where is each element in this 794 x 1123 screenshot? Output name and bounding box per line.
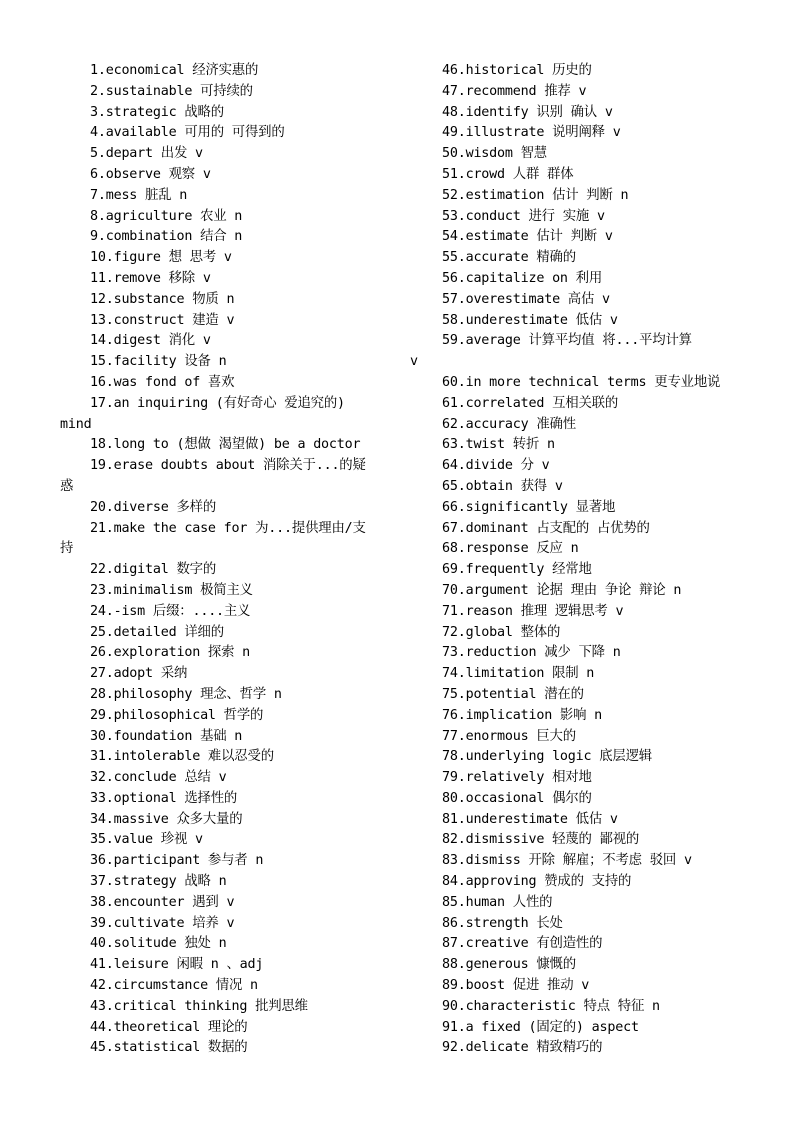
vocab-item: 24.-ism 后缀：....主义 bbox=[90, 603, 251, 619]
vocab-item: 18.long to (想做 渴望做) be a doctor bbox=[90, 437, 361, 453]
vocab-item: 92.delicate 精致精巧的 bbox=[442, 1040, 603, 1056]
vocab-item: 66.significantly 显著地 bbox=[442, 499, 616, 515]
vocab-item: 14.digest 消化 v bbox=[90, 333, 211, 349]
vocab-item: 40.solitude 独处 n bbox=[90, 936, 227, 952]
vocab-item: 86.strength 长处 bbox=[442, 915, 563, 931]
vocab-item: 12.substance 物质 n bbox=[90, 291, 235, 307]
vocab-item: 4.available 可用的 可得到的 bbox=[90, 125, 285, 141]
vocab-item: 10.figure 想 思考 v bbox=[90, 250, 232, 266]
vocab-item: 41.leisure 闲暇 n 、adj bbox=[90, 957, 264, 973]
vocab-item: 59.average 计算平均值 将...平均计算 bbox=[442, 333, 692, 349]
vocab-item: 1.economical 经济实惠的 bbox=[90, 63, 259, 78]
vocab-item: 79.relatively 相对地 bbox=[442, 770, 592, 786]
vocab-item: 88.generous 慷慨的 bbox=[442, 957, 576, 973]
vocab-item: 69.frequently 经常地 bbox=[442, 562, 592, 578]
vocab-item: 19.erase doubts about 消除关于...的疑 bbox=[90, 458, 366, 474]
vocab-item: 33.optional 选择性的 bbox=[90, 790, 238, 806]
vocab-item: 27.adopt 采纳 bbox=[90, 666, 188, 682]
vocab-item: 70.argument 论据 理由 争论 辩论 n bbox=[442, 582, 682, 598]
vocab-item: 3.strategic 战略的 bbox=[90, 104, 224, 120]
vocab-item: 42.circumstance 情况 n bbox=[90, 978, 258, 994]
vocab-item: 51.crowd 人群 群体 bbox=[442, 166, 574, 182]
vocab-item: 8.agriculture 农业 n bbox=[90, 208, 243, 224]
vocab-item: 53.conduct 进行 实施 v bbox=[442, 208, 605, 224]
vocab-item: 68.response 反应 n bbox=[442, 541, 579, 557]
vocab-item: 35.value 珍视 v bbox=[90, 832, 203, 848]
vocab-item: 58.underestimate 低估 v bbox=[442, 312, 618, 328]
vocab-item: 23.minimalism 极简主义 bbox=[90, 582, 253, 598]
vocab-item-continuation: 惑 bbox=[60, 478, 74, 494]
vocab-item: 49.illustrate 说明阐释 v bbox=[442, 125, 621, 141]
vocab-item: 32.conclude 总结 v bbox=[90, 770, 227, 786]
vocab-item: 20.diverse 多样的 bbox=[90, 499, 217, 515]
left-column bbox=[60, 61, 390, 1059]
vocab-item: 47.recommend 推荐 v bbox=[442, 83, 587, 99]
vocab-item: 56.capitalize on 利用 bbox=[442, 270, 603, 286]
vocab-item: 60.in more technical terms 更专业地说 bbox=[442, 374, 721, 390]
vocab-item: 71.reason 推理 逻辑思考 v bbox=[442, 603, 624, 619]
vocab-item: 26.exploration 探索 n bbox=[90, 645, 251, 661]
vocab-item: 77.enormous 巨大的 bbox=[442, 728, 576, 744]
vocab-item: 67.dominant 占支配的 占优势的 bbox=[442, 520, 650, 536]
vocab-item: 38.encounter 遇到 v bbox=[90, 894, 235, 910]
vocab-item: 9.combination 结合 n bbox=[90, 229, 243, 245]
vocab-item: 61.correlated 互相关联的 bbox=[442, 395, 619, 411]
vocab-item: 89.boost 促进 推动 v bbox=[442, 978, 590, 994]
right-column bbox=[410, 61, 750, 1059]
vocab-item: 17.an inquiring (有好奇心 爱追究的) bbox=[90, 395, 345, 411]
vocab-item: 11.remove 移除 v bbox=[90, 270, 211, 286]
vocab-item: 87.creative 有创造性的 bbox=[442, 936, 603, 952]
vocab-item: 55.accurate 精确的 bbox=[442, 250, 576, 266]
vocab-item-continuation: 持 bbox=[60, 541, 74, 557]
vocab-item: 29.philosophical 哲学的 bbox=[90, 707, 264, 723]
vocab-item: 90.characteristic 特点 特征 n bbox=[442, 998, 660, 1014]
vocab-item: 80.occasional 偶尔的 bbox=[442, 790, 592, 806]
vocab-item: 48.identify 识别 确认 v bbox=[442, 104, 613, 120]
vocab-item: 25.detailed 详细的 bbox=[90, 624, 224, 640]
vocab-item: 15.facility 设备 n bbox=[90, 354, 227, 370]
vocab-item: 62.accuracy 准确性 bbox=[442, 416, 576, 432]
vocab-item-continuation: v bbox=[410, 354, 418, 370]
vocab-item: 36.participant 参与者 n bbox=[90, 853, 264, 869]
vocab-item: 82.dismissive 轻蔑的 鄙视的 bbox=[442, 832, 640, 848]
vocab-item: 43.critical thinking 批判思维 bbox=[90, 998, 308, 1014]
vocab-item: 85.human 人性的 bbox=[442, 894, 553, 910]
vocab-item: 21.make the case for 为...提供理由/支 bbox=[90, 520, 366, 536]
vocab-item: 34.massive 众多大量的 bbox=[90, 811, 243, 827]
vocab-item: 74.limitation 限制 n bbox=[442, 666, 595, 682]
vocab-item: 50.wisdom 智慧 bbox=[442, 146, 547, 162]
vocab-item: 6.observe 观察 v bbox=[90, 166, 211, 182]
vocab-item: 39.cultivate 培养 v bbox=[90, 915, 235, 931]
vocab-item: 52.estimation 估计 判断 n bbox=[442, 187, 629, 203]
vocab-item-continuation: mind bbox=[60, 416, 92, 432]
vocab-item: 22.digital 数字的 bbox=[90, 562, 217, 578]
vocab-item: 5.depart 出发 v bbox=[90, 146, 203, 162]
vocab-item: 37.strategy 战略 n bbox=[90, 874, 227, 890]
vocab-item: 16.was fond of 喜欢 bbox=[90, 374, 235, 390]
vocab-item: 57.overestimate 高估 v bbox=[442, 291, 610, 307]
vocab-item: 46.historical 历史的 bbox=[442, 63, 592, 78]
vocab-item: 2.sustainable 可持续的 bbox=[90, 83, 253, 99]
vocab-item: 73.reduction 减少 下降 n bbox=[442, 645, 621, 661]
vocab-item: 44.theoretical 理论的 bbox=[90, 1019, 248, 1035]
vocab-item: 31.intolerable 难以忍受的 bbox=[90, 749, 274, 765]
vocab-item: 72.global 整体的 bbox=[442, 624, 561, 640]
vocab-item: 64.divide 分 v bbox=[442, 458, 550, 474]
vocab-item: 54.estimate 估计 判断 v bbox=[442, 229, 613, 245]
vocab-item: 63.twist 转折 n bbox=[442, 437, 555, 453]
vocab-item: 65.obtain 获得 v bbox=[442, 478, 563, 494]
vocab-item: 81.underestimate 低估 v bbox=[442, 811, 618, 827]
vocab-item: 75.potential 潜在的 bbox=[442, 686, 584, 702]
vocab-item: 45.statistical 数据的 bbox=[90, 1040, 248, 1056]
vocab-item: 91.a fixed (固定的) aspect bbox=[442, 1019, 639, 1035]
vocab-item: 13.construct 建造 v bbox=[90, 312, 235, 328]
vocab-item: 28.philosophy 理念、哲学 n bbox=[90, 686, 282, 702]
vocab-item: 78.underlying logic 底层逻辑 bbox=[442, 749, 652, 765]
vocab-item: 30.foundation 基础 n bbox=[90, 728, 243, 744]
vocab-item: 7.mess 脏乱 n bbox=[90, 187, 188, 203]
vocab-item: 76.implication 影响 n bbox=[442, 707, 603, 723]
vocab-item: 83.dismiss 开除 解雇；不考虑 驳回 v bbox=[442, 853, 692, 869]
vocab-item: 84.approving 赞成的 支持的 bbox=[442, 874, 632, 890]
